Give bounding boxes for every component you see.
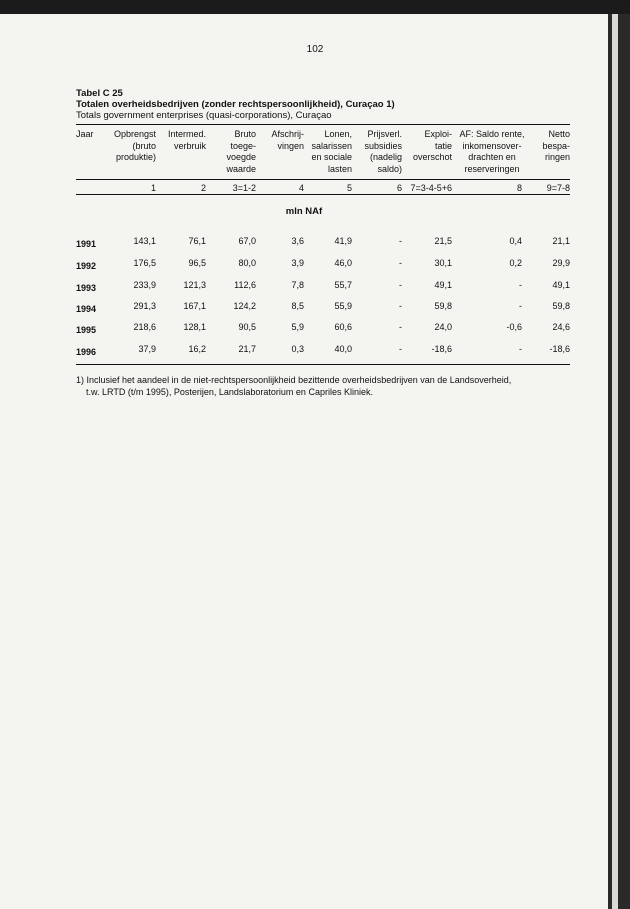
header-rule [76,179,570,180]
row-year: 1991 [76,239,97,249]
column-number: 9=7-8 [546,183,570,193]
table-cell: 24,0 [434,322,452,332]
table-cell: 30,1 [434,258,452,268]
table-cell: 0,4 [509,236,522,246]
table-cell: - [399,258,402,268]
table-cell: 121,3 [183,280,206,290]
table-top-rule [76,124,570,125]
table-cell: 55,9 [334,301,352,311]
table-cell: 16,2 [188,344,206,354]
table-cell: 112,6 [234,280,256,290]
table-cell: 167,1 [183,301,206,311]
table-cell: 90,5 [238,322,256,332]
column-number: 6 [396,183,402,193]
table-cell: 0,3 [291,344,304,354]
table-cell: 46,0 [334,258,352,268]
table-cell: 96,5 [188,258,206,268]
header-opbrengst: Opbrengst (bruto produktie) [113,129,156,163]
table-bottom-rule [76,364,570,365]
table-cell: 143,1 [133,236,156,246]
row-year: 1995 [76,325,97,335]
table-cell: - [399,301,402,311]
table-cell: - [519,344,522,354]
table-cell: - [519,301,522,311]
table-cell: - [519,280,522,290]
table-cell: 29,9 [552,258,570,268]
row-year: 1996 [76,347,97,357]
table-cell: 0,2 [509,258,522,268]
table-title-en: Totals government enterprises (quasi-corporations), Curaçao [76,110,332,121]
table-cell: 40,0 [334,344,352,354]
column-number: 1 [150,183,156,193]
table-cell: 59,8 [552,301,570,311]
header-exploitatie: Exploi- tatie overschot [412,129,452,163]
header-prijsverl: Prijsverl. subsidies (nadelig saldo) [364,129,402,174]
table-cell: 59,8 [434,301,452,311]
header-afschrijvingen: Afschrij- vingen [271,129,304,151]
table-cell: -0,6 [506,322,522,332]
row-year: 1994 [76,304,97,314]
header-saldo-rente: AF: Saldo rente, inkomensover- drachten en reserveringen [459,129,525,174]
table-cell: 5,9 [291,322,304,332]
header-netto: Netto bespa- ringen [542,129,570,163]
column-number: 5 [346,183,352,193]
table-cell: 41,9 [334,236,352,246]
table-label: Tabel C 25 [76,88,123,99]
column-number: 7=3-4-5+6 [410,183,452,193]
table-cell: 233,9 [133,280,156,290]
column-number: 3=1-2 [232,183,256,193]
page-number: 102 [306,44,324,55]
table-cell: -18,6 [549,344,570,354]
table-cell: 67,0 [238,236,256,246]
row-year: 1992 [76,261,97,271]
table-title-nl: Totalen overheidsbedrijven (zonder rechtspersoonlijkheid), Curaçao 1) [76,99,395,110]
column-number: 2 [200,183,206,193]
table-cell: - [399,322,402,332]
table-cell: 24,6 [552,322,570,332]
table-cell: 291,3 [133,301,156,311]
table-cell: 21,1 [552,236,570,246]
footnote-line-1: 1) Inclusief het aandeel in de niet-rechtspersoonlijkheid bezittende overheidsbedrijven van de Landsoverheid, [76,375,512,385]
table-cell: 80,0 [238,258,256,268]
page-edge-strip [612,14,618,909]
table-cell: 124,2 [233,301,256,311]
header-jaar: Jaar [76,129,94,139]
table-cell: - [399,236,402,246]
table-cell: 7,8 [291,280,304,290]
header-intermed: Intermed. verbruik [167,129,206,151]
table-cell: 49,1 [434,280,452,290]
header-lonen: Lonen, salarissen en sociale lasten [311,129,352,174]
table-cell: 218,6 [133,322,156,332]
table-cell: 55,7 [334,280,352,290]
header-bruto: Bruto toege- voegde waarde [226,129,256,174]
table-cell: - [399,280,402,290]
table-cell: - [399,344,402,354]
unit-label: mln NAf [285,206,323,217]
row-year: 1993 [76,283,97,293]
table-cell: 21,7 [238,344,256,354]
table-cell: 49,1 [552,280,570,290]
table-cell: 76,1 [188,236,206,246]
table-cell: 128,1 [183,322,206,332]
numbers-rule [76,194,570,195]
table-cell: 176,5 [133,258,156,268]
table-cell: 60,6 [334,322,352,332]
footnote-line-2: t.w. LRTD (t/m 1995), Posterijen, Landslaboratorium en Capriles Kliniek. [86,387,373,397]
table-cell: 21,5 [434,236,452,246]
table-cell: 8,5 [291,301,304,311]
table-cell: -18,6 [431,344,452,354]
column-number: 4 [298,183,304,193]
table-cell: 3,9 [291,258,304,268]
table-cell: 3,6 [291,236,304,246]
table-cell: 37,9 [138,344,156,354]
column-number: 8 [516,183,522,193]
